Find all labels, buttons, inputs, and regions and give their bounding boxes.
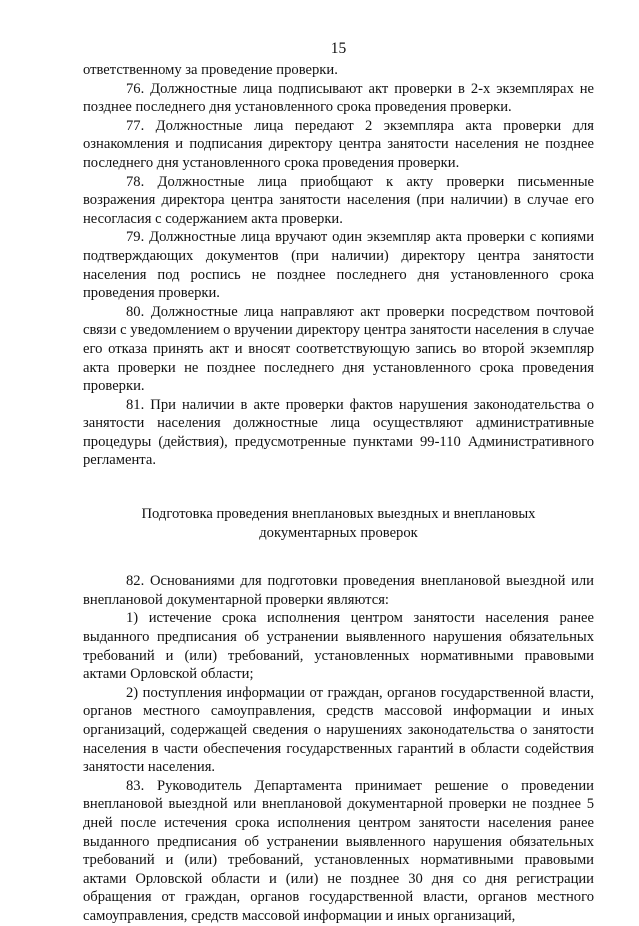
paragraph-78: 78. Должностные лица приобщают к акту проверки письменные возражения директора центра занятости населения (при наличии) в случае его несогласия с содержанием акта проверки. [83, 173, 594, 227]
paragraph-continuation: ответственному за проведение проверки. [83, 62, 338, 78]
section-heading-line-1: Подготовка проведения внеплановых выездных и внеплановых [141, 506, 536, 523]
paragraph-80: 80. Должностные лица направляют акт проверки посредством почтовой связи с уведомлением о вручении директору центра занятости населения в случае его отказа принять акт и вносят соответствующую запись во второй экземпляр акта проверки не позднее последнего дня установленного срока проведения проверки. [83, 303, 594, 395]
paragraph-81: 81. При наличии в акте проверки фактов нарушения законодательства о занятости населения должностные лица осуществляют административные процедуры (действия), предусмотренные пунктами 99-110 Административного регламента. [83, 396, 594, 469]
paragraph-76: 76. Должностные лица подписывают акт проверки в 2-х экземплярах не позднее последнего дня установленного срока проведения проверки. [83, 80, 594, 116]
paragraph-82-item-1: 1) истечение срока исполнения центром занятости населения ранее выданного предписания об устранении выявленного нарушения обязательных требований и (или) требований, установленных нормативными правовыми актами Орловской области; [83, 610, 594, 683]
page-number: 15 [330, 40, 347, 57]
paragraph-77: 77. Должностные лица передают 2 экземпляра акта проверки для ознакомления и подписания директору центра занятости населения не позднее последнего дня установленного срока проведения проверки. [83, 117, 594, 171]
paragraph-82-item-2: 2) поступления информации от граждан, органов государственной власти, органов местного самоуправления, средств массовой информации и иных организаций, содержащей сведения о нарушениях законодательства о занятости населения в части обеспечения государственных гарантий в области содействия занятости населения. [83, 684, 594, 776]
paragraphs-bottom [83, 572, 594, 925]
paragraph-83: 83. Руководитель Департамента принимает решение о проведении внеплановой выездной или внеплановой документарной проверки не позднее 5 дней после истечения срока исполнения центром занятости населения ранее выданного предписания об устранении выявленного нарушения обязательных требований и (или) требований, установленных нормативными правовыми актами Орловской области и (или) не позднее 30 дня со дня регистрации обращения от граждан, органов государственной власти, органов местного самоуправления, средств массовой информации и иных организаций, [83, 777, 594, 924]
paragraph-79: 79. Должностные лица вручают один экземпляр акта проверки с копиями подтверждающих документов (при наличии) директору центра занятости населения под роспись не позднее последнего дня установленного срока проведения проверки. [83, 229, 594, 302]
paragraph-82: 82. Основаниями для подготовки проведения внеплановой выездной или внеплановой документарной проверки являются: [83, 573, 594, 608]
section-heading [83, 505, 594, 542]
paragraphs-top [83, 61, 594, 470]
section-heading-line-2: документарных проверок [259, 524, 418, 541]
